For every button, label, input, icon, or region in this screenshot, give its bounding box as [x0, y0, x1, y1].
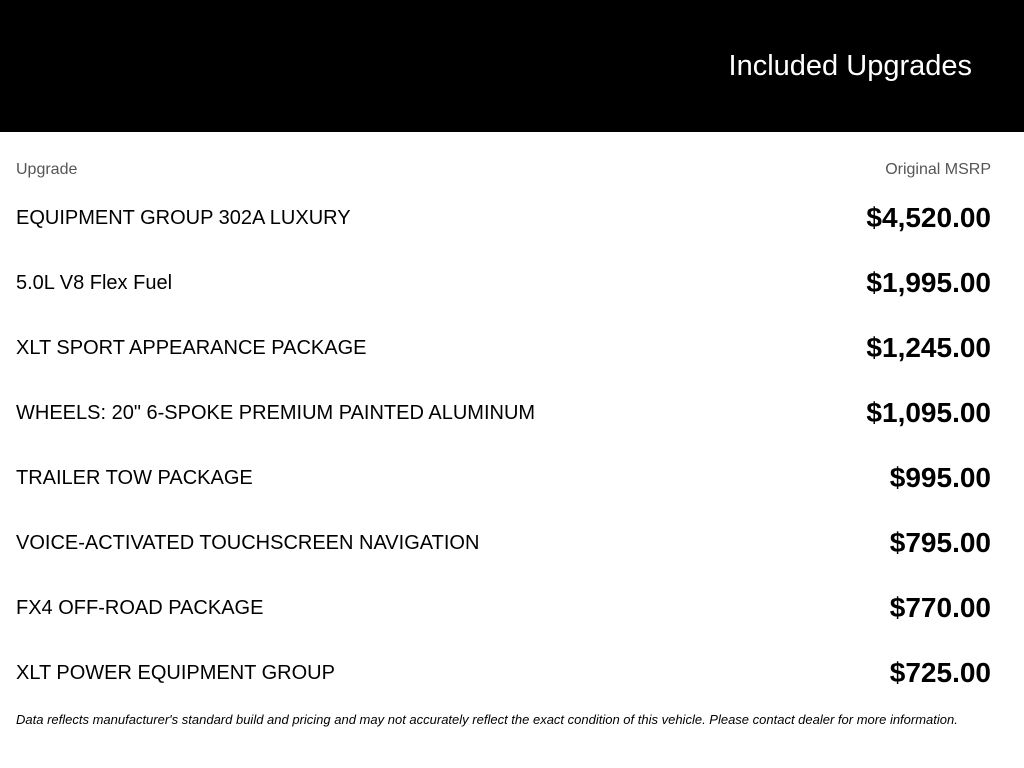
page-title: Included Upgrades: [728, 50, 972, 82]
upgrade-name: EQUIPMENT GROUP 302A LUXURY: [16, 206, 351, 229]
upgrade-row: [16, 315, 991, 380]
column-header-msrp: Original MSRP: [885, 161, 991, 178]
upgrade-price: $995.00: [889, 461, 991, 493]
upgrade-row: [16, 510, 991, 575]
upgrade-name: 5.0L V8 Flex Fuel: [16, 271, 173, 294]
upgrade-name: TRAILER TOW PACKAGE: [16, 466, 253, 489]
header-banner: [0, 0, 1024, 132]
upgrade-name: VOICE-ACTIVATED TOUCHSCREEN NAVIGATION: [16, 531, 480, 554]
upgrade-row: [16, 575, 991, 640]
upgrade-name: WHEELS: 20" 6-SPOKE PREMIUM PAINTED ALUMINUM: [16, 401, 536, 424]
upgrade-name: XLT POWER EQUIPMENT GROUP: [16, 661, 335, 684]
upgrade-row: [16, 250, 991, 315]
upgrade-price: $795.00: [889, 526, 991, 558]
upgrade-price: $1,245.00: [866, 331, 991, 363]
disclaimer-text: Data reflects manufacturer's standard build and pricing and may not accurately reflect the exact condition of this vehicle. Please contact dealer for more information.: [16, 712, 958, 727]
upgrade-row: [16, 380, 991, 445]
upgrade-price: $1,095.00: [866, 396, 991, 428]
upgrade-price: $1,995.00: [866, 266, 991, 298]
upgrade-name: FX4 OFF-ROAD PACKAGE: [16, 596, 264, 619]
column-header-upgrade: Upgrade: [16, 161, 78, 178]
upgrade-row: [16, 640, 991, 705]
upgrades-list: [16, 185, 991, 705]
upgrade-price: $770.00: [889, 591, 991, 623]
upgrade-row: [16, 445, 991, 510]
upgrade-price: $4,520.00: [866, 201, 991, 233]
upgrade-price: $725.00: [889, 656, 991, 688]
upgrade-name: XLT SPORT APPEARANCE PACKAGE: [16, 336, 367, 359]
upgrade-row: [16, 185, 991, 250]
